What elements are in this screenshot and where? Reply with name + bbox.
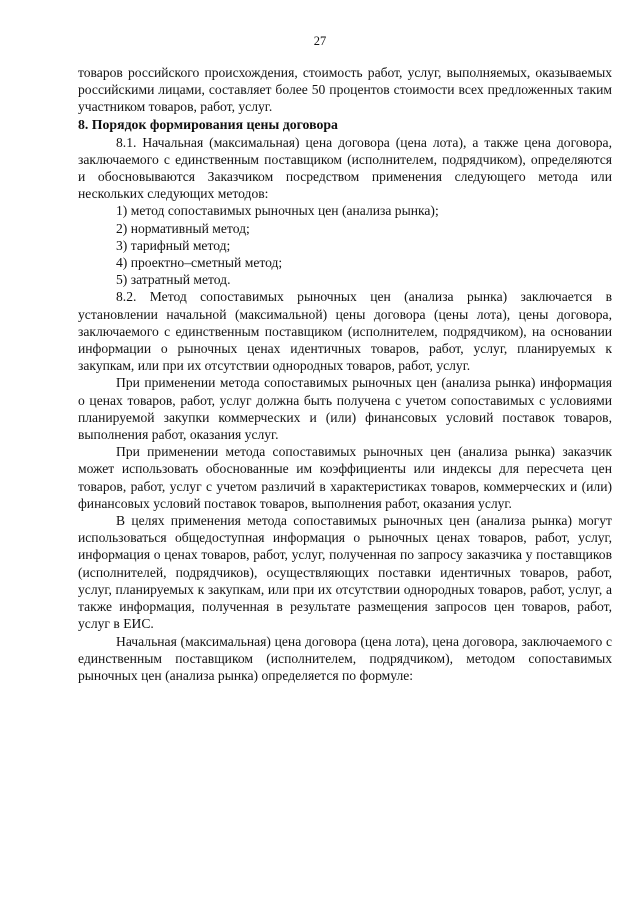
method-list-item: 2) нормативный метод; [116, 220, 250, 236]
method-list-item: 5) затратный метод. [116, 272, 231, 288]
body-paragraph: При применении метода сопоставимых рыночных цен (анализа рынка) заказчик может использовать обоснованные им коэффициенты или индексы для пересчета цен товаров, работ, услуг с учетом различий в характеристиках товаров, коммерческих и (или) финансовых условий поставок товаров, выполнения работ, оказания услуг. [78, 444, 612, 511]
body-paragraph: Начальная (максимальная) цена договора (цена лота), цена договора, заключаемого с единственным поставщиком (исполнителем, подрядчиком), методом сопоставимых рыночных цен (анализа рынка) определяется по формуле: [78, 633, 612, 683]
clause-8-1-paragraph: 8.1. Начальная (максимальная) цена договора (цена лота), а также цена договора, заключаемого с единственным поставщиком (исполнителем, подрядчиком), определяются и обосновываются Заказчиком посредством применения следующего метода или нескольких следующих методов: [78, 134, 612, 202]
body-paragraph: В целях применения метода сопоставимых рыночных цен (анализа рынка) могут использоваться общедоступная информация о рыночных ценах товаров, работ, услуг, информация о ценах товаров, работ, услуг, полученная по запросу заказчика у поставщиков (исполнителей, подрядчиков), осуществляющих поставки идентичных товаров, работ, услуг, планируемых к закупкам, или при их отсутствии однородных товаров, работ, услуг, а также информация, полученная в результате размещения запросов цен товаров, работ, услуг в ЕИС. [78, 513, 612, 632]
method-list-item: 4) проектно–сметный метод; [116, 255, 283, 271]
page-number: 27 [313, 34, 327, 48]
body-paragraph: При применении метода сопоставимых рыночных цен (анализа рынка) информация о ценах товаров, работ, услуг должна быть получена с учетом сопоставимых с условиями планируемой закупки коммерческих и (или) финансовых условий поставок товаров, выполнения работ, оказания услуг. [78, 375, 612, 443]
page-content [78, 64, 612, 684]
continuation-paragraph: товаров российского происхождения, стоимость работ, услуг, выполняемых, оказываемых российскими лицами, составляет более 50 процентов стоимости всех предложенных таким участником товаров, работ, услуг. [78, 65, 612, 115]
section-heading: 8. Порядок формирования цены договора [78, 116, 338, 132]
method-list-item: 1) метод сопоставимых рыночных цен (анализа рынка); [116, 203, 439, 219]
clause-8-2-paragraph: 8.2. Метод сопоставимых рыночных цен (анализа рынка) заключается в установлении начальной (максимальной) цены договора (цены лота), цены договора, заключаемого с единственным поставщиком (исполнителем, подрядчиком), на основании информации о рыночных ценах идентичных товаров, работ, услуг, планируемых к закупкам, или при их отсутствии однородных товаров, работ, услуг. [78, 289, 612, 374]
method-list-item: 3) тарифный метод; [116, 237, 231, 253]
